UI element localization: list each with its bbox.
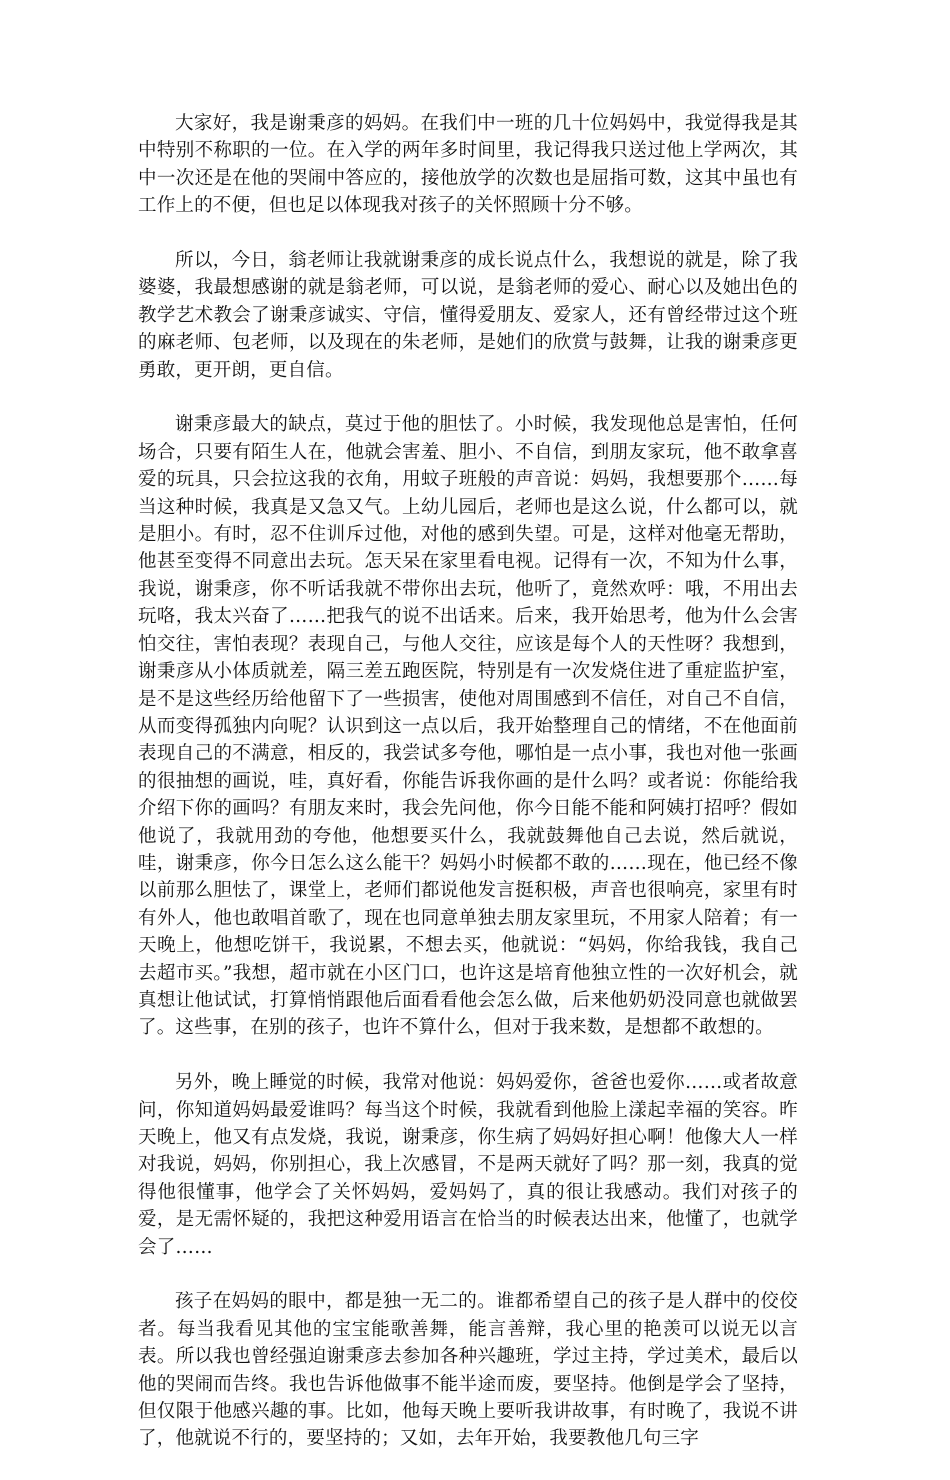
- paragraph-5: 孩子在妈妈的眼中，都是独一无二的。谁都希望自己的孩子是人群中的佼佼者。每当我看见其他的宝宝能歌善舞，能言善辩，我心里的艳羡可以说无以言表。所以我也曾经强迫谢秉彦去参加各种兴趣班，学过主持，学过美术，最后以他的哭闹而告终。我也告诉他做事不能半途而废，要坚持。他倒是学会了坚持，但仅限于他感兴趣的事。比如，他每天晚上要听我讲故事，有时晚了，我说不讲了，他就说不行的，要坚持的；又如，去年开始，我要教他几句三字: [138, 1291, 798, 1450]
- paragraph-4: 另外，晚上睡觉的时候，我常对他说：妈妈爱你，爸爸也爱你……或者故意问，你知道妈妈最爱谁吗？每当这个时候，我就看到他脸上漾起幸福的笑容。昨天晚上，他又有点发烧，我说，谢秉彦，你生病了妈妈好担心啊！他像大人一样对我说，妈妈，你别担心，我上次感冒，不是两天就好了吗？那一刻，我真的觉得他很懂事，他学会了关怀妈妈，爱妈妈了，真的很让我感动。我们对孩子的爱，是无需怀疑的，我把这种爱用语言在恰当的时候表达出来，他懂了，也就学会了……: [138, 1072, 798, 1258]
- paragraph-2: 所以，今日，翁老师让我就谢秉彦的成长说点什么，我想说的就是，除了我婆婆，我最想感谢的就是翁老师，可以说，是翁老师的爱心、耐心以及她出色的教学艺术教会了谢秉彦诚实、守信，懂得爱朋友、爱家人，还有曾经带过这个班的麻老师、包老师，以及现在的朱老师，是她们的欣赏与鼓舞，让我的谢秉彦更勇敢，更开朗，更自信。: [138, 250, 798, 381]
- paragraph-1: 大家好，我是谢秉彦的妈妈。在我们中一班的几十位妈妈中，我觉得我是其中特别不称职的一位。在入学的两年多时间里，我记得我只送过他上学两次，其中一次还是在他的哭闹中答应的，接他放学的次数也是屈指可数，这其中虽也有工作上的不便，但也足以体现我对孩子的关怀照顾十分不够。: [138, 113, 798, 217]
- document-body: [138, 110, 798, 1480]
- paragraph-3: 谢秉彦最大的缺点，莫过于他的胆怯了。小时候，我发现他总是害怕，任何场合，只要有陌生人在，他就会害羞、胆小、不自信，到朋友家玩，他不敢拿喜爱的玩具，只会拉这我的衣角，用蚊子班般的声音说：妈妈，我想要那个……每当这种时候，我真是又急又气。上幼儿园后，老师也是这么说，什么都可以，就是胆小。有时，忍不住训斥过他，对他的感到失望。可是，这样对他毫无帮助，他甚至变得不同意出去玩。怎天呆在家里看电视。记得有一次，不知为什么事，我说，谢秉彦，你不听话我就不带你出去玩，他听了，竟然欢呼：哦，不用出去玩咯，我太兴奋了……把我气的说不出话来。后来，我开始思考，他为什么会害怕交往，害怕表现？表现自己，与他人交往，应该是每个人的天性呀？我想到，谢秉彦从小体质就差，隔三差五跑医院，特别是有一次发烧住进了重症监护室，是不是这些经历给他留下了一些损害，使他对周围感到不信任，对自己不自信，从而变得孤独内向呢？认识到这一点以后，我开始整理自己的情绪，不在他面前表现自己的不满意，相反的，我尝试多夸他，哪怕是一点小事，我也对他一张画的很抽想的画说，哇，真好看，你能告诉我你画的是什么吗？或者说：你能给我介绍下你的画吗？有朋友来时，我会先问他，你今日能不能和阿姨打招呼？假如他说了，我就用劲的夸他，他想要买什么，我就鼓舞他自己去说，然后就说，哇，谢秉彦，你今日怎么这么能干？妈妈小时候都不敢的……现在，他已经不像以前那么胆怯了，课堂上，老师们都说他发言挺积极，声音也很响亮，家里有时有外人，他也敢唱首歌了，现在也同意单独去朋友家里玩，不用家人陪着；有一天晚上，他想吃饼干，我说累，不想去买，他就说：“妈妈，你给我钱，我自己去超市买。”我想，超市就在小区门口，也许这是培育他独立性的一次好机会，就真想让他试试，打算悄悄跟他后面看看他会怎么做，后来他奶奶没同意也就做罢了。这些事，在别的孩子，也许不算什么，但对于我来数，是想都不敢想的。: [138, 414, 798, 1039]
